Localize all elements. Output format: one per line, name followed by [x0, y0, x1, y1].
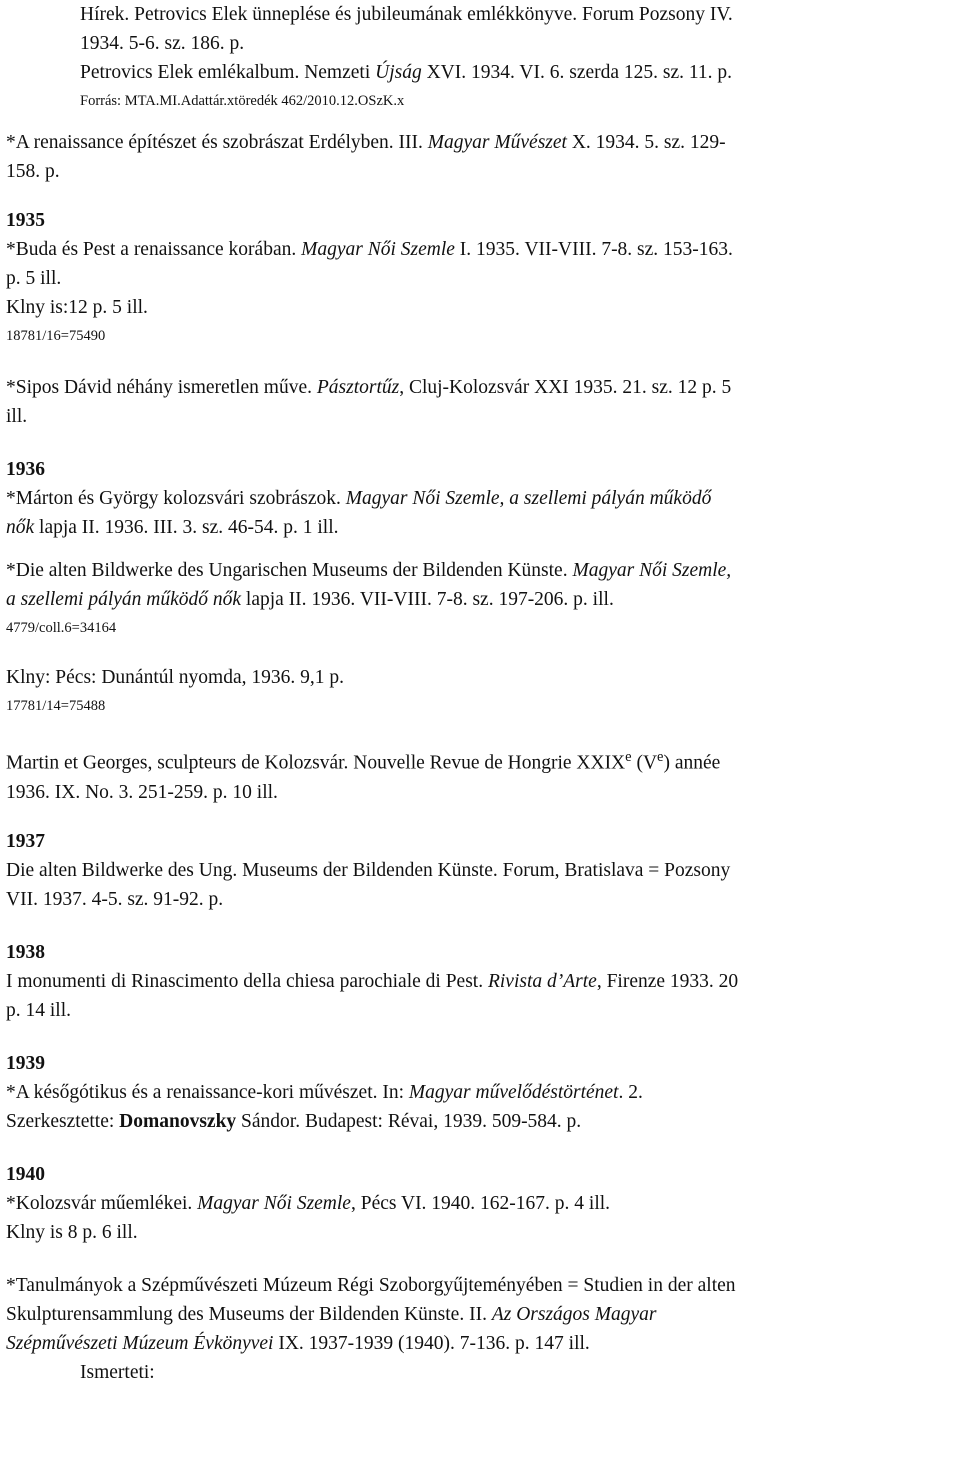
year-heading-1936: 1936	[6, 459, 45, 480]
entry-text: Petrovics Elek emlékalbum. Nemzeti	[80, 62, 376, 83]
entry-text: XVI. 1934. VI. 6. szerda 125. sz. 11. p.	[421, 62, 733, 83]
entry-text: IX. 1937-1939 (1940). 7-136. p. 147 ill.	[273, 1332, 590, 1354]
entry-text: Skulpturensammlung des Museums der Bildenden Künste. II.	[6, 1303, 492, 1325]
entry-line: Ismerteti:	[80, 1361, 155, 1383]
year-heading-1940: 1940	[6, 1163, 45, 1185]
journal-title: Magyar Női Szemle	[301, 239, 455, 260]
entry-buda-pest	[6, 235, 952, 351]
journal-title: Szépművészeti Múzeum Évkönyvei	[6, 1332, 274, 1354]
entry-line	[6, 556, 952, 585]
entry-text: ) année	[663, 752, 721, 774]
journal-title: Újság	[375, 62, 422, 83]
year-heading-1935: 1935	[6, 210, 45, 231]
entry-text: *Die alten Bildwerke des Ungarischen Museums der Bildenden Künste.	[6, 560, 573, 581]
entry-line: Klny is:12 p. 5 ill.	[6, 297, 148, 318]
book-title: Magyar művelődéstörténet	[408, 1081, 619, 1103]
entry-text: . 2.	[618, 1081, 643, 1103]
entry-text: lapja II. 1936. III. 3. sz. 46-54. p. 1 ill.	[34, 517, 339, 538]
entry-forum-bratislava	[6, 856, 952, 914]
entry-text: *Márton és György kolozsvári szobrászok.	[6, 488, 346, 509]
journal-title: a szellemi pályán működő nők	[6, 589, 242, 610]
entry-line	[6, 1107, 952, 1136]
entry-text: Martin et Georges, sculpteurs de Kolozsvár. Nouvelle Revue de Hongrie XXIX	[6, 752, 626, 774]
entry-line: Klny is 8 p. 6 ill.	[6, 1221, 138, 1243]
entry-line: ill.	[6, 406, 28, 427]
year-heading-1937: 1937	[6, 830, 45, 852]
entry-line: Hírek. Petrovics Elek ünneplése és jubileumának emlékkönyve. Forum Pozsony IV.	[80, 4, 733, 25]
superscript: e	[625, 749, 632, 765]
entry-line	[6, 373, 952, 402]
entry-line	[6, 484, 952, 513]
entry-line: *Tanulmányok a Szépművészeti Múzeum Régi Szoborgyűjteményében = Studien in der alten	[6, 1274, 736, 1296]
journal-title: Magyar Művészet	[427, 132, 567, 153]
entry-line: 1936. IX. No. 3. 251-259. p. 10 ill.	[6, 781, 278, 803]
journal-title: Pásztortűz	[316, 377, 400, 398]
entry-kolozsvar-muemlekei	[6, 1189, 952, 1247]
entry-line: p. 14 ill.	[6, 999, 72, 1021]
entry-line: p. 5 ill.	[6, 268, 62, 289]
entry-renaissance-erdely	[6, 128, 952, 186]
entry-line	[80, 58, 952, 87]
shelf-mark: 4779/coll.6=34164	[6, 620, 117, 636]
entry-marton-gyorgy	[6, 484, 952, 542]
entry-text: , Cluj-Kolozsvár XXI 1935. 21. sz. 12 p. 5	[399, 377, 732, 398]
entry-line	[6, 235, 952, 264]
entry-line	[6, 1078, 952, 1107]
entry-text: *A későgótikus és a renaissance-kori művészet. In:	[6, 1081, 409, 1103]
year-heading-1939: 1939	[6, 1052, 45, 1074]
entry-text: *A renaissance építészet és szobrászat Erdélyben. III.	[6, 132, 428, 153]
entry-text: *Kolozsvár műemlékei.	[6, 1192, 198, 1214]
shelf-mark: 18781/16=75490	[6, 328, 106, 344]
entry-klny-pecs	[6, 663, 952, 721]
superscript: e	[657, 749, 664, 765]
year-heading-1938: 1938	[6, 941, 45, 963]
entry-kesogotikus	[6, 1078, 952, 1136]
entry-line: Die alten Bildwerke des Ung. Museums der Bildenden Künste. Forum, Bratislava = Pozsony	[6, 859, 731, 881]
source-note: Forrás: MTA.MI.Adattár.xtöredék 462/2010.12.OSzK.x	[80, 93, 405, 109]
entry-line	[6, 1300, 952, 1329]
entry-die-alten-bildwerke	[6, 556, 952, 643]
entry-line: VII. 1937. 4-5. sz. 91-92. p.	[6, 888, 224, 910]
entry-sipos-david	[6, 373, 952, 431]
entry-line	[6, 743, 952, 778]
entry-text: Szerkesztette:	[6, 1110, 120, 1132]
entry-line	[6, 967, 952, 996]
journal-title: nők	[6, 517, 35, 538]
entry-martin-georges	[6, 743, 952, 807]
entry-tanulmanyok	[6, 1271, 952, 1387]
entry-line: 1934. 5-6. sz. 186. p.	[80, 33, 245, 54]
entry-text: X. 1934. 5. sz. 129-	[566, 132, 726, 153]
entry-text: Sándor. Budapest: Révai, 1939. 509-584. p.	[236, 1110, 582, 1132]
entry-text: *Buda és Pest a renaissance korában.	[6, 239, 302, 260]
entry-text: , Firenze 1933. 20	[596, 970, 739, 992]
journal-title: Magyar Női Szemle,	[572, 560, 732, 581]
entry-text: I. 1935. VII-VIII. 7-8. sz. 153-163.	[454, 239, 733, 260]
entry-i-monumenti	[6, 967, 952, 1025]
entry-text: I monumenti di Rinascimento della chiesa parochiale di Pest.	[6, 970, 488, 992]
entry-text: (V	[631, 752, 658, 774]
entry-line	[6, 1189, 952, 1218]
entry-hirek	[80, 0, 952, 116]
entry-line: 158. p.	[6, 161, 60, 182]
journal-title: Magyar Női Szemle, a szellemi pályán működő	[345, 488, 712, 509]
entry-text: lapja II. 1936. VII-VIII. 7-8. sz. 197-206. p. ill.	[241, 589, 614, 610]
entry-text: *Sipos Dávid néhány ismeretlen műve.	[6, 377, 317, 398]
entry-line	[6, 513, 952, 542]
entry-line: Klny: Pécs: Dunántúl nyomda, 1936. 9,1 p.	[6, 667, 344, 688]
entry-line	[6, 1329, 952, 1358]
shelf-mark: 17781/14=75488	[6, 698, 106, 714]
editor-name: Domanovszky	[119, 1110, 237, 1132]
journal-title: Rivista d’Arte	[487, 970, 597, 992]
entry-text: , Pécs VI. 1940. 162-167. p. 4 ill.	[350, 1192, 611, 1214]
journal-title: Az Országos Magyar	[491, 1303, 657, 1325]
entry-line	[6, 128, 952, 157]
entry-line	[6, 585, 952, 614]
journal-title: Magyar Női Szemle	[197, 1192, 351, 1214]
